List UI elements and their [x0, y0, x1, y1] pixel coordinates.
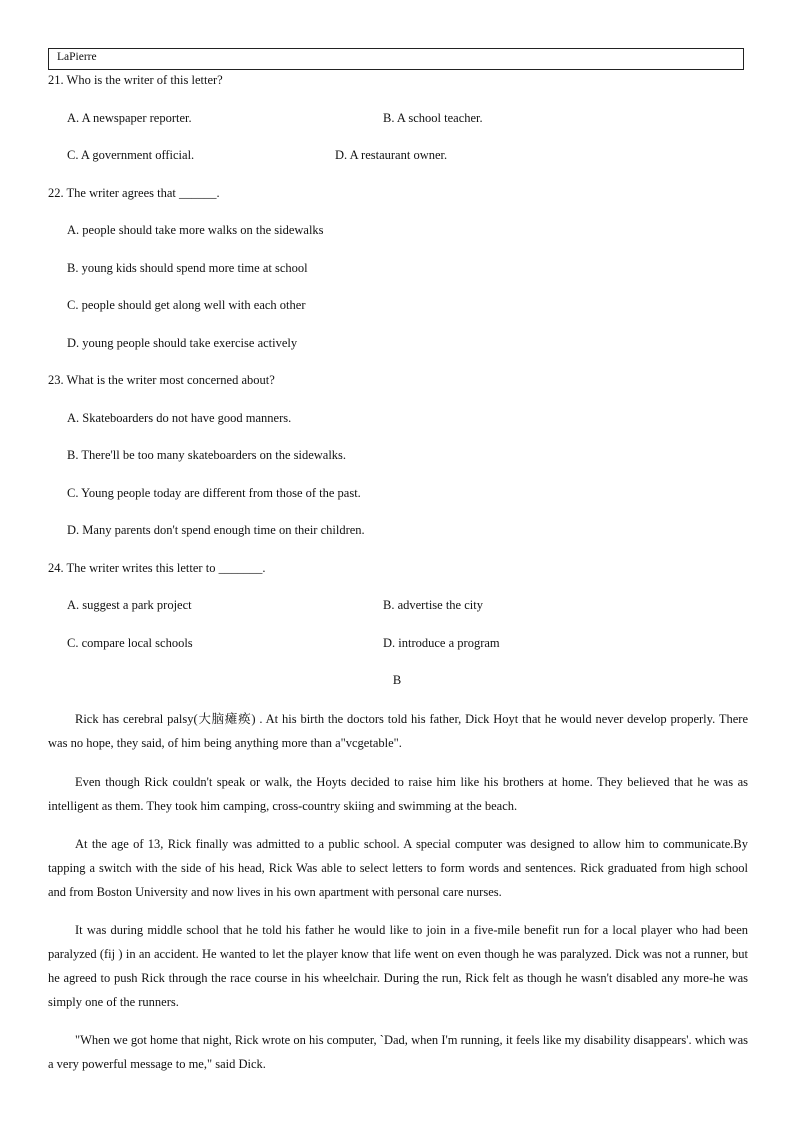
question-23-option-d: D. Many parents don't spend enough time on their children.: [67, 523, 365, 537]
passage-paragraph-4: [48, 918, 748, 1014]
question-24-stem: 24. The writer writes this letter to _______.: [48, 561, 266, 575]
question-21-option-a: A. A newspaper reporter.: [67, 111, 192, 125]
header-box: [48, 48, 744, 70]
passage-paragraph-2: [48, 770, 748, 818]
question-23-option-b: B. There'll be too many skateboarders on the sidewalks.: [67, 448, 347, 462]
section-label: B: [392, 673, 402, 687]
passage-paragraph-1-text: Rick has cerebral palsy(大脑瘫痪) . At his birth the doctors told his father, Dick Hoyt that he would never develop properly. There was no hope, they said, of him being anything more than a"vcgetable".: [48, 712, 748, 750]
question-23-option-c: C. Young people today are different from those of the past.: [67, 486, 361, 500]
passage-paragraph-1: [48, 707, 748, 755]
passage-paragraph-3: [48, 832, 748, 904]
question-21-option-b: B. A school teacher.: [383, 111, 483, 125]
question-24-option-a: A. suggest a park project: [67, 598, 192, 612]
question-24-option-d: D. introduce a program: [383, 636, 500, 650]
question-23-option-a: A. Skateboarders do not have good manners.: [67, 411, 292, 425]
header-box-text: LaPierre: [57, 51, 97, 63]
question-22-option-d: D. young people should take exercise actively: [67, 336, 298, 350]
question-21-stem: 21. Who is the writer of this letter?: [48, 73, 223, 87]
question-23-stem: 23. What is the writer most concerned about?: [48, 373, 275, 387]
question-24-option-b: B. advertise the city: [383, 598, 483, 612]
passage-paragraph-4-text: It was during middle school that he told his father he would like to join in a five-mile benefit run for a local player who had been paralyzed (fij ) in an accident. He wanted to let the player know that life went on even though he was paralyzed. Dick was not a runner, but he agreed to push Rick through the race course in his wheelchair. During the run, Rick felt as though he wasn't disabled any more-he was simply one of the runners.: [48, 923, 748, 1009]
question-22-option-a: A. people should take more walks on the sidewalks: [67, 223, 324, 237]
passage-paragraph-5: [48, 1028, 748, 1076]
question-21-option-d: D. A restaurant owner.: [335, 148, 448, 162]
question-22-stem: 22. The writer agrees that ______.: [48, 186, 220, 200]
question-22-option-c: C. people should get along well with each other: [67, 298, 306, 312]
question-21-option-c: C. A government official.: [67, 148, 195, 162]
passage-paragraph-5-text: "When we got home that night, Rick wrote on his computer, `Dad, when I'm running, it feels like my disability disappears'. which was a very powerful message to me," said Dick.: [48, 1033, 748, 1071]
question-22-option-b: B. young kids should spend more time at school: [67, 261, 308, 275]
passage-paragraph-2-text: Even though Rick couldn't speak or walk, the Hoyts decided to raise him like his brothers at home. They believed that he was as intelligent as them. They took him camping, cross-country skiing and swimming at the beach.: [48, 775, 748, 813]
passage-paragraph-3-text: At the age of 13, Rick finally was admitted to a public school. A special computer was designed to allow him to communicate.By tapping a switch with the side of his head, Rick Was able to select letters to form words and sentences. Rick graduated from high school and from Boston University and now lives in his own apartment with personal care nurses.: [48, 837, 748, 899]
question-24-option-c: C. compare local schools: [67, 636, 193, 650]
